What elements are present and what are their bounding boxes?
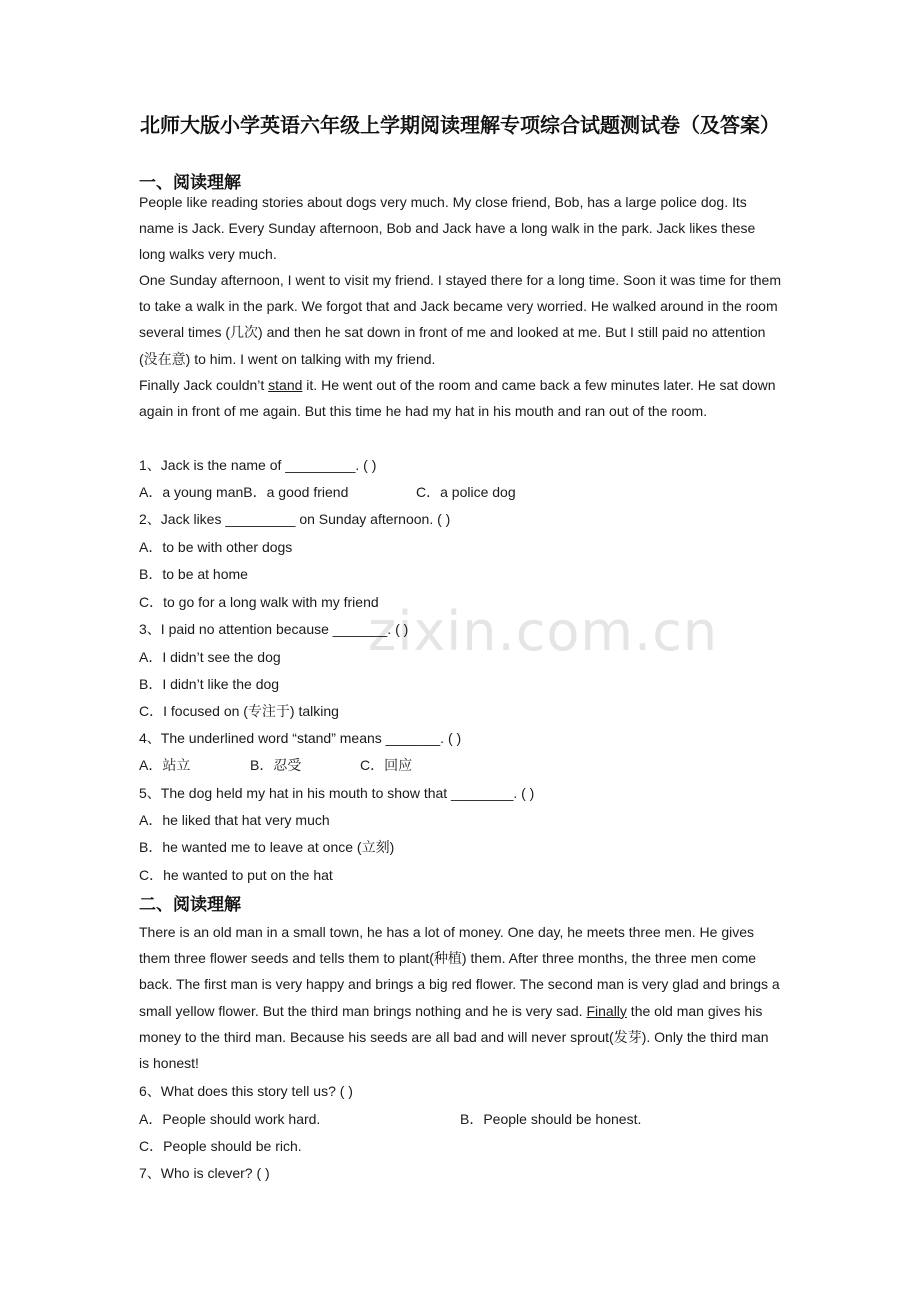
section2-heading: 二、阅读理解 <box>139 895 241 915</box>
underlined-word-stand: stand <box>268 377 303 393</box>
section1-paragraph-2: One Sunday afternoon, I went to visit my friend. I stayed there for a long time. Soon it was time for them to take a walk in the park. We forgot that and Jack became very worried. He walked around in the room several times (几次) and then he sat down in front of me and looked at me. But I still paid no attention (没在意) to him. I went on talking with my friend. <box>139 272 781 367</box>
option-a[interactable]: A．People should work hard. <box>139 1111 321 1127</box>
watermark: zixin.com.cn <box>368 600 719 663</box>
question-1: 1、Jack is the name of _________. ( ) <box>139 457 377 473</box>
option-b[interactable]: B．I didn’t like the dog <box>139 676 280 692</box>
option-b[interactable]: B．People should be honest. <box>460 1111 642 1127</box>
paragraph-text: Finally Jack couldn’t <box>139 377 269 393</box>
section1-paragraph-1: People like reading stories about dogs very much. My close friend, Bob, has a large police dog. Its name is Jack. Every Sunday afternoon, Bob and Jack have a long walk in the park. Jack likes these long walks very much. <box>139 194 756 263</box>
option-c[interactable]: C．to go for a long walk with my friend <box>139 594 379 610</box>
question-3: 3、I paid no attention because _______. ( ) <box>139 621 409 637</box>
question-6: 6、What does this story tell us? ( ) <box>139 1083 353 1099</box>
option-a[interactable]: A．I didn’t see the dog <box>139 649 281 665</box>
paragraph-text: There is an old man in a small town, he has a lot of money. One day, he meets three men. He gives them three flower seeds and tells them to plant(种植) them. After three months, the three men come back. The first man is very happy and brings a big red flower. The second man is very glad and brings a small yellow flower. But the third man brings nothing and he is very sad. <box>139 924 780 1019</box>
option-b[interactable]: B．忍受 <box>250 757 302 773</box>
question-6-options-row <box>139 1109 642 1129</box>
option-a[interactable]: A．a young man <box>139 484 244 500</box>
option-a[interactable]: A．to be with other dogs <box>139 539 293 555</box>
question-4-options <box>139 755 413 775</box>
option-b[interactable]: B．to be at home <box>139 566 248 582</box>
option-c[interactable]: C．People should be rich. <box>139 1138 302 1154</box>
option-c[interactable]: C．回应 <box>360 757 413 773</box>
option-c[interactable]: C．he wanted to put on the hat <box>139 867 333 883</box>
option-a[interactable]: A．he liked that hat very much <box>139 812 330 828</box>
section1-paragraph-3 <box>139 372 781 424</box>
section1-heading: 一、阅读理解 <box>139 173 241 193</box>
question-4: 4、The underlined word “stand” means _______. ( ) <box>139 730 462 746</box>
option-c[interactable]: C．I focused on (专注于) talking <box>139 703 339 719</box>
option-b[interactable]: B．a good friend <box>243 484 349 500</box>
paragraph-text: the old man gives his money to the third man. Because his seeds are all bad and will never sprout(发芽). Only the third man is honest! <box>139 1002 769 1072</box>
question-1-options <box>139 482 516 502</box>
section2-paragraph <box>139 919 781 1076</box>
question-5: 5、The dog held my hat in his mouth to show that ________. ( ) <box>139 785 535 801</box>
option-b[interactable]: B．he wanted me to leave at once (立刻) <box>139 839 395 855</box>
paragraph-text: it. He went out of the room and came back a few minutes later. He sat down again in front of me again. But this time he had my hat in his mouth and ran out of the room. <box>139 377 776 420</box>
question-7: 7、Who is clever? ( ) <box>139 1165 270 1181</box>
option-a[interactable]: A．站立 <box>139 757 191 773</box>
underlined-word-finally: Finally <box>586 1002 627 1019</box>
option-c[interactable]: C．a police dog <box>416 484 516 500</box>
page-title: 北师大版小学英语六年级上学期阅读理解专项综合试题测试卷（及答案） <box>140 113 780 137</box>
question-2: 2、Jack likes _________ on Sunday afternoon. ( ) <box>139 511 451 527</box>
